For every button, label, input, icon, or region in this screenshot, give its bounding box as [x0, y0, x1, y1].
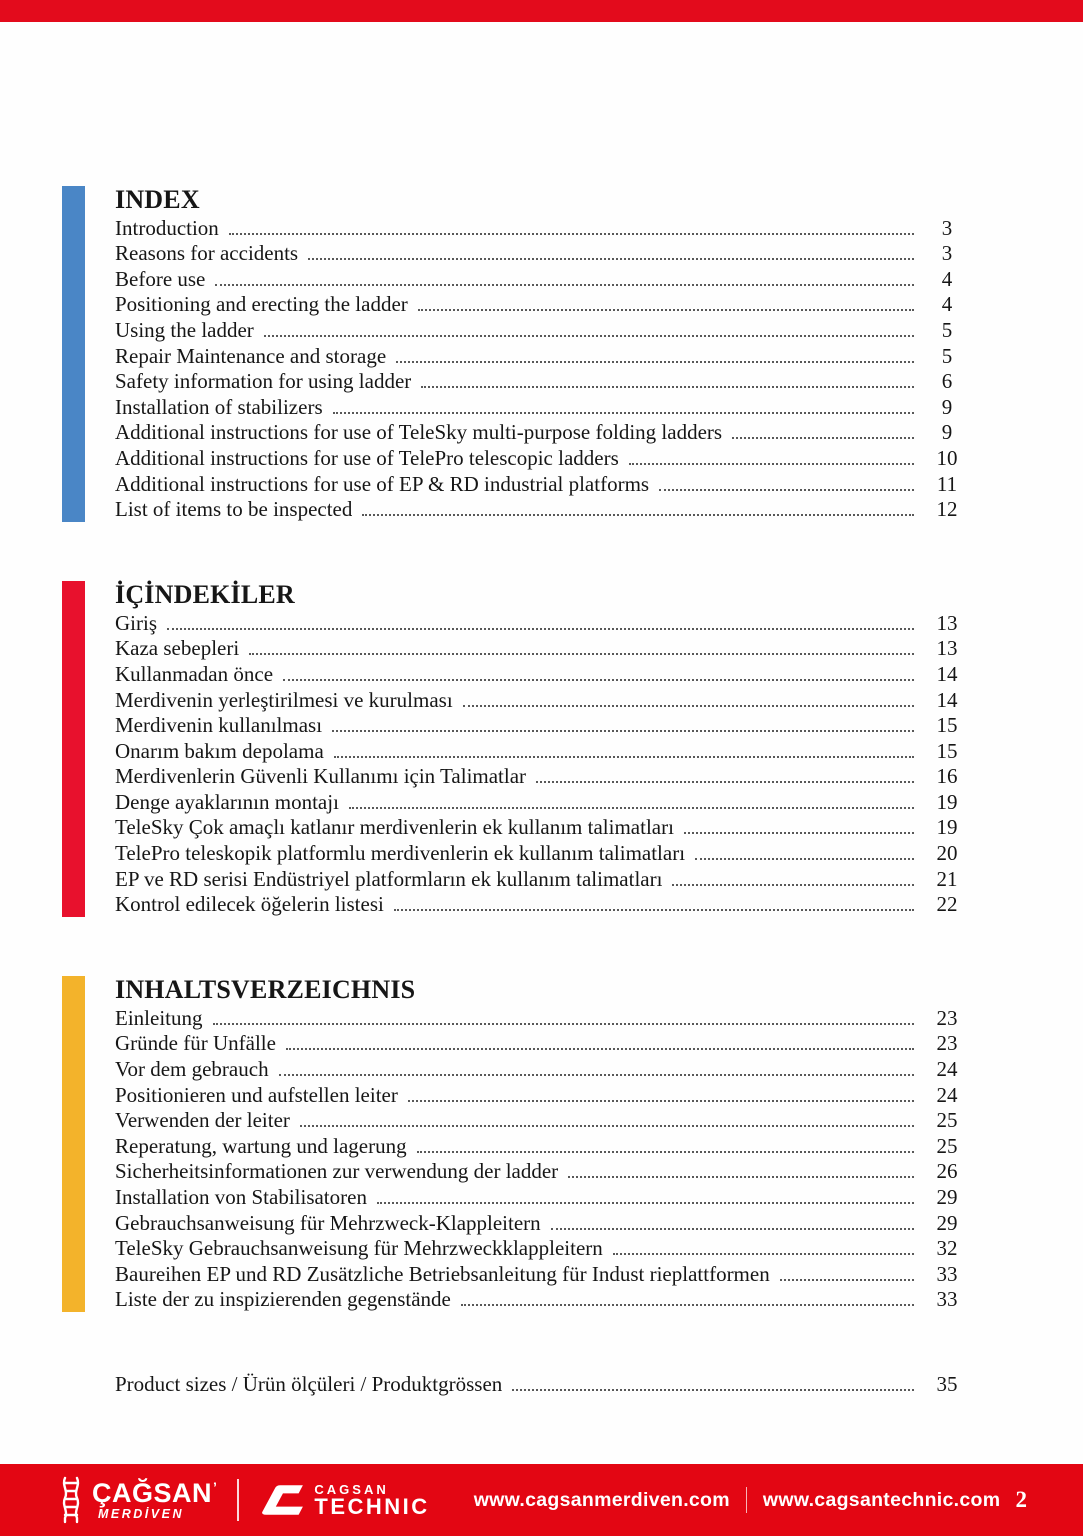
cagsan-merdiven-wordmark: [92, 1477, 218, 1521]
toc-entry-page: 11: [936, 471, 958, 496]
toc-entry: [115, 1133, 970, 1159]
toc-entry: [115, 292, 970, 318]
toc-entry-label: TelePro teleskopik platformlu merdivenlerin ek kullanım talimatları: [115, 841, 686, 866]
dotted-leader: [167, 628, 914, 630]
toc-entry-label: Reasons for accidents: [115, 241, 299, 266]
toc-entry-label: Repair Maintenance and storage: [115, 343, 387, 368]
toc-section-english: [62, 186, 970, 522]
technic-brand-top: CAGSAN: [314, 1481, 389, 1497]
dotted-leader: [695, 858, 914, 860]
toc-entry-label: EP ve RD serisi Endüstriyel platformların ek kullanım talimatları: [115, 866, 663, 891]
toc-entry-page: 23: [936, 1005, 958, 1030]
dotted-leader: [417, 1151, 914, 1153]
toc-entry-page: 20: [936, 841, 958, 866]
toc-entry-page: 25: [936, 1108, 958, 1133]
toc-entry-page: 19: [936, 815, 958, 840]
toc-entry: [115, 1031, 970, 1057]
toc-entry-label: Additional instructions for use of TelePro telescopic ladders: [115, 445, 619, 470]
toc-entry: [115, 840, 970, 866]
technic-monogram-icon: [259, 1481, 305, 1519]
toc-entry-label: Kullanmadan önce: [115, 661, 274, 686]
section-body: [85, 186, 970, 522]
toc-entry: [115, 892, 970, 918]
dotted-leader: [229, 233, 914, 235]
dotted-leader: [334, 756, 914, 758]
toc-entry-page: 25: [936, 1133, 958, 1158]
toc-entry-page: 14: [936, 687, 958, 712]
dotted-leader: [568, 1176, 914, 1178]
toc-entry-label: Gründe für Unfälle: [115, 1031, 276, 1056]
toc-entry: [115, 687, 970, 713]
toc-entry: [115, 343, 970, 369]
section-accent-bar: [62, 581, 85, 917]
footer-bar: [0, 1464, 1083, 1536]
toc-entry-page: 22: [936, 892, 958, 917]
toc-entry-label: Kaza sebepleri: [115, 636, 240, 661]
dotted-leader: [463, 705, 914, 707]
toc-entry-page: 26: [936, 1159, 958, 1184]
dotted-leader: [333, 412, 914, 414]
toc-entry: [115, 497, 970, 523]
dotted-leader: [286, 1048, 914, 1050]
section-accent-bar: [62, 976, 85, 1312]
toc-entry-label: Merdivenin kullanılması: [115, 713, 323, 738]
section-rows: [115, 610, 970, 917]
toc-entry: [115, 661, 970, 687]
toc-entry-label: Denge ayaklarının montajı: [115, 789, 339, 814]
dotted-leader: [629, 463, 914, 465]
toc-entry-label: Einleitung: [115, 1005, 203, 1030]
toc-entry-label: Gebrauchsanweisung für Mehrzweck-Klappleitern: [115, 1210, 541, 1235]
toc-entry-label: Baureihen EP und RD Zusätzliche Betriebsanleitung für Indust rieplattformen: [115, 1261, 770, 1286]
toc-entry-label: List of items to be inspected: [115, 497, 353, 522]
cagsan-merdiven-logo: [58, 1476, 217, 1524]
toc-entry-page: 33: [936, 1261, 958, 1286]
toc-entry: [115, 764, 970, 790]
toc-entry-label: Vor dem gebrauch: [115, 1057, 269, 1082]
toc-entry-page: 9: [941, 420, 953, 445]
toc-entry-page: 10: [936, 445, 958, 470]
footer-url-technic: www.cagsantechnic.com: [762, 1488, 1001, 1511]
toc-entry-label: Installation of stabilizers: [115, 394, 323, 419]
dotted-leader: [461, 1304, 914, 1306]
toc-entry-page: 3: [941, 241, 953, 266]
toc-entry-page: 12: [936, 497, 958, 522]
toc-entry-page: 21: [936, 866, 958, 891]
toc-entry-label: Merdivenin yerleştirilmesi ve kurulması: [115, 687, 453, 712]
toc-entry: [115, 789, 970, 815]
toc-entry-label: Additional instructions for use of EP & RD industrial platforms: [115, 471, 650, 496]
toc-entry-page: 24: [936, 1057, 958, 1082]
dotted-leader: [684, 832, 914, 834]
toc-entry-page: 13: [936, 636, 958, 661]
toc-entry: [115, 215, 970, 241]
toc-entry-label: Safety information for using ladder: [115, 369, 412, 394]
dotted-leader: [249, 653, 914, 655]
toc-entry-label: Merdivenlerin Güvenli Kullanımı için Talimatlar: [115, 764, 527, 789]
toc-entry-label: Positioning and erecting the ladder: [115, 292, 408, 317]
toc-entry: [115, 1056, 970, 1082]
dotted-leader: [308, 258, 914, 260]
toc-entry-page: 29: [936, 1210, 958, 1235]
toc-entry: [115, 1108, 970, 1134]
toc-entry-page: 5: [941, 317, 953, 342]
section-title: İÇİNDEKİLER: [115, 580, 295, 610]
toc-entry-label: Additional instructions for use of TeleSky multi-purpose folding ladders: [115, 420, 723, 445]
section-rows: [115, 1005, 970, 1312]
toc-entry-label: Positionieren und aufstellen leiter: [115, 1082, 398, 1107]
toc-entry-label: Liste der zu inspizierenden gegenstände: [115, 1287, 451, 1312]
toc-entry-page: 29: [936, 1185, 958, 1209]
section-body: [85, 976, 970, 1312]
brand-name: [92, 1477, 218, 1508]
toc-entry: [115, 241, 970, 267]
toc-entry-label: Kontrol edilecek öğelerin listesi: [115, 892, 384, 917]
toc-entry: [115, 610, 970, 636]
toc-entry-label: Sicherheitsinformationen zur verwendung der ladder: [115, 1159, 559, 1184]
brand-subtitle: MERDİVEN: [98, 1506, 184, 1521]
toc-entry: [115, 317, 970, 343]
toc-entry-page: 15: [936, 713, 958, 738]
toc-entry: [115, 471, 970, 497]
toc-entry-page: 16: [936, 764, 958, 789]
toc-section-german: [62, 976, 970, 1312]
dotted-leader: [377, 1202, 914, 1204]
dotted-leader: [421, 386, 914, 388]
dotted-leader: [332, 730, 914, 732]
toc-entry-page: 14: [936, 661, 958, 686]
toc-entry-label: TeleSky Çok amaçlı katlanır merdivenlerin ek kullanım talimatları: [115, 815, 674, 840]
toc-entry-label: Reperatung, wartung und lagerung: [115, 1133, 407, 1158]
toc-entry-page: 24: [936, 1082, 958, 1107]
dotted-leader: [732, 437, 914, 439]
dotted-leader: [536, 781, 914, 783]
toc-entry: [115, 636, 970, 662]
toc-entry-page: 33: [936, 1287, 958, 1312]
dotted-leader: [264, 335, 914, 337]
footer-divider: [237, 1479, 239, 1521]
table-of-contents: [62, 22, 970, 1397]
toc-entry: [115, 394, 970, 420]
toc-entry-page: 32: [936, 1236, 958, 1261]
toc-entry-label: Onarım bakım depolama: [115, 738, 324, 763]
dotted-leader: [213, 1023, 915, 1025]
brand-name-text: ÇAĞSAN: [92, 1477, 213, 1508]
toc-entry-page: 23: [936, 1031, 958, 1056]
toc-entry: [115, 866, 970, 892]
dotted-leader: [279, 1074, 914, 1076]
toc-entry: [115, 1184, 970, 1210]
toc-entry-label: Verwenden der leiter: [115, 1108, 290, 1133]
toc-entry-page: 19: [936, 789, 958, 814]
toc-entry-page: 3: [941, 215, 953, 240]
dotted-leader: [362, 514, 914, 516]
toc-entry-label: Before use: [115, 266, 206, 291]
toc-entry: [115, 1082, 970, 1108]
toc-entry-label: Giriş: [115, 610, 157, 635]
dotted-leader: [780, 1279, 914, 1281]
dotted-leader: [300, 1125, 914, 1127]
toc-entry-page: 9: [941, 394, 953, 419]
dotted-leader: [349, 807, 914, 809]
dotted-leader: [283, 679, 914, 681]
technic-brand-bottom: TECHNIC: [314, 1493, 430, 1519]
dotted-leader: [215, 284, 914, 286]
toc-entry-label: Using the ladder: [115, 317, 254, 342]
dotted-leader: [659, 489, 914, 491]
toc-entry: [115, 815, 970, 841]
toc-entry-label: TeleSky Gebrauchsanweisung für Mehrzweckklappleitern: [115, 1236, 603, 1261]
brand-name-mark: ’: [213, 1478, 218, 1495]
toc-entry-page: 15: [936, 738, 958, 763]
toc-entry: [115, 1159, 970, 1185]
top-red-bar: [0, 0, 1083, 22]
toc-entry: [115, 1261, 970, 1287]
section-title: INHALTSVERZEICHNIS: [115, 975, 416, 1005]
section-rows: [115, 215, 970, 522]
toc-entry-page: 4: [941, 292, 953, 317]
footer-page-number: 2: [1015, 1487, 1027, 1512]
dotted-leader: [418, 309, 914, 311]
dotted-leader: [394, 909, 914, 911]
dotted-leader: [396, 361, 914, 363]
toc-entry: [115, 1005, 970, 1031]
toc-entry: [115, 266, 970, 292]
toc-entry: [115, 713, 970, 739]
toc-entry: [115, 369, 970, 395]
toc-entry-page: 6: [941, 369, 953, 394]
toc-entry-label: Installation von Stabilisatoren: [115, 1185, 367, 1209]
toc-entry-page: 13: [936, 610, 958, 635]
footer-url-divider: [746, 1487, 747, 1513]
toc-entry: [115, 420, 970, 446]
toc-entry: [115, 738, 970, 764]
toc-entry: [115, 1210, 970, 1236]
dotted-leader: [512, 1389, 914, 1391]
toc-entry-page: 4: [941, 266, 953, 291]
toc-entry: [115, 1236, 970, 1262]
section-title: INDEX: [115, 185, 200, 214]
cagsan-technic-wordmark: [314, 1483, 429, 1518]
toc-entry-product-sizes: [115, 1371, 970, 1397]
toc-entry: [115, 1287, 970, 1313]
ladder-dna-icon: [58, 1476, 84, 1524]
dotted-leader: [408, 1100, 914, 1102]
toc-entry-label: Product sizes / Ürün ölçüleri / Produktgrössen: [115, 1371, 503, 1396]
toc-entry-page: 35: [936, 1371, 958, 1396]
dotted-leader: [613, 1253, 914, 1255]
toc-entry-page: 5: [941, 343, 953, 368]
cagsan-technic-logo: [259, 1481, 429, 1519]
dotted-leader: [551, 1228, 914, 1230]
footer-url-merdiven: www.cagsanmerdiven.com: [473, 1488, 730, 1511]
toc-sections: [62, 186, 970, 1312]
toc-entry-label: Introduction: [115, 215, 219, 240]
toc-section-turkish: [62, 581, 970, 917]
section-body: [85, 581, 970, 917]
toc-entry: [115, 445, 970, 471]
dotted-leader: [672, 884, 914, 886]
section-accent-bar: [62, 186, 85, 522]
